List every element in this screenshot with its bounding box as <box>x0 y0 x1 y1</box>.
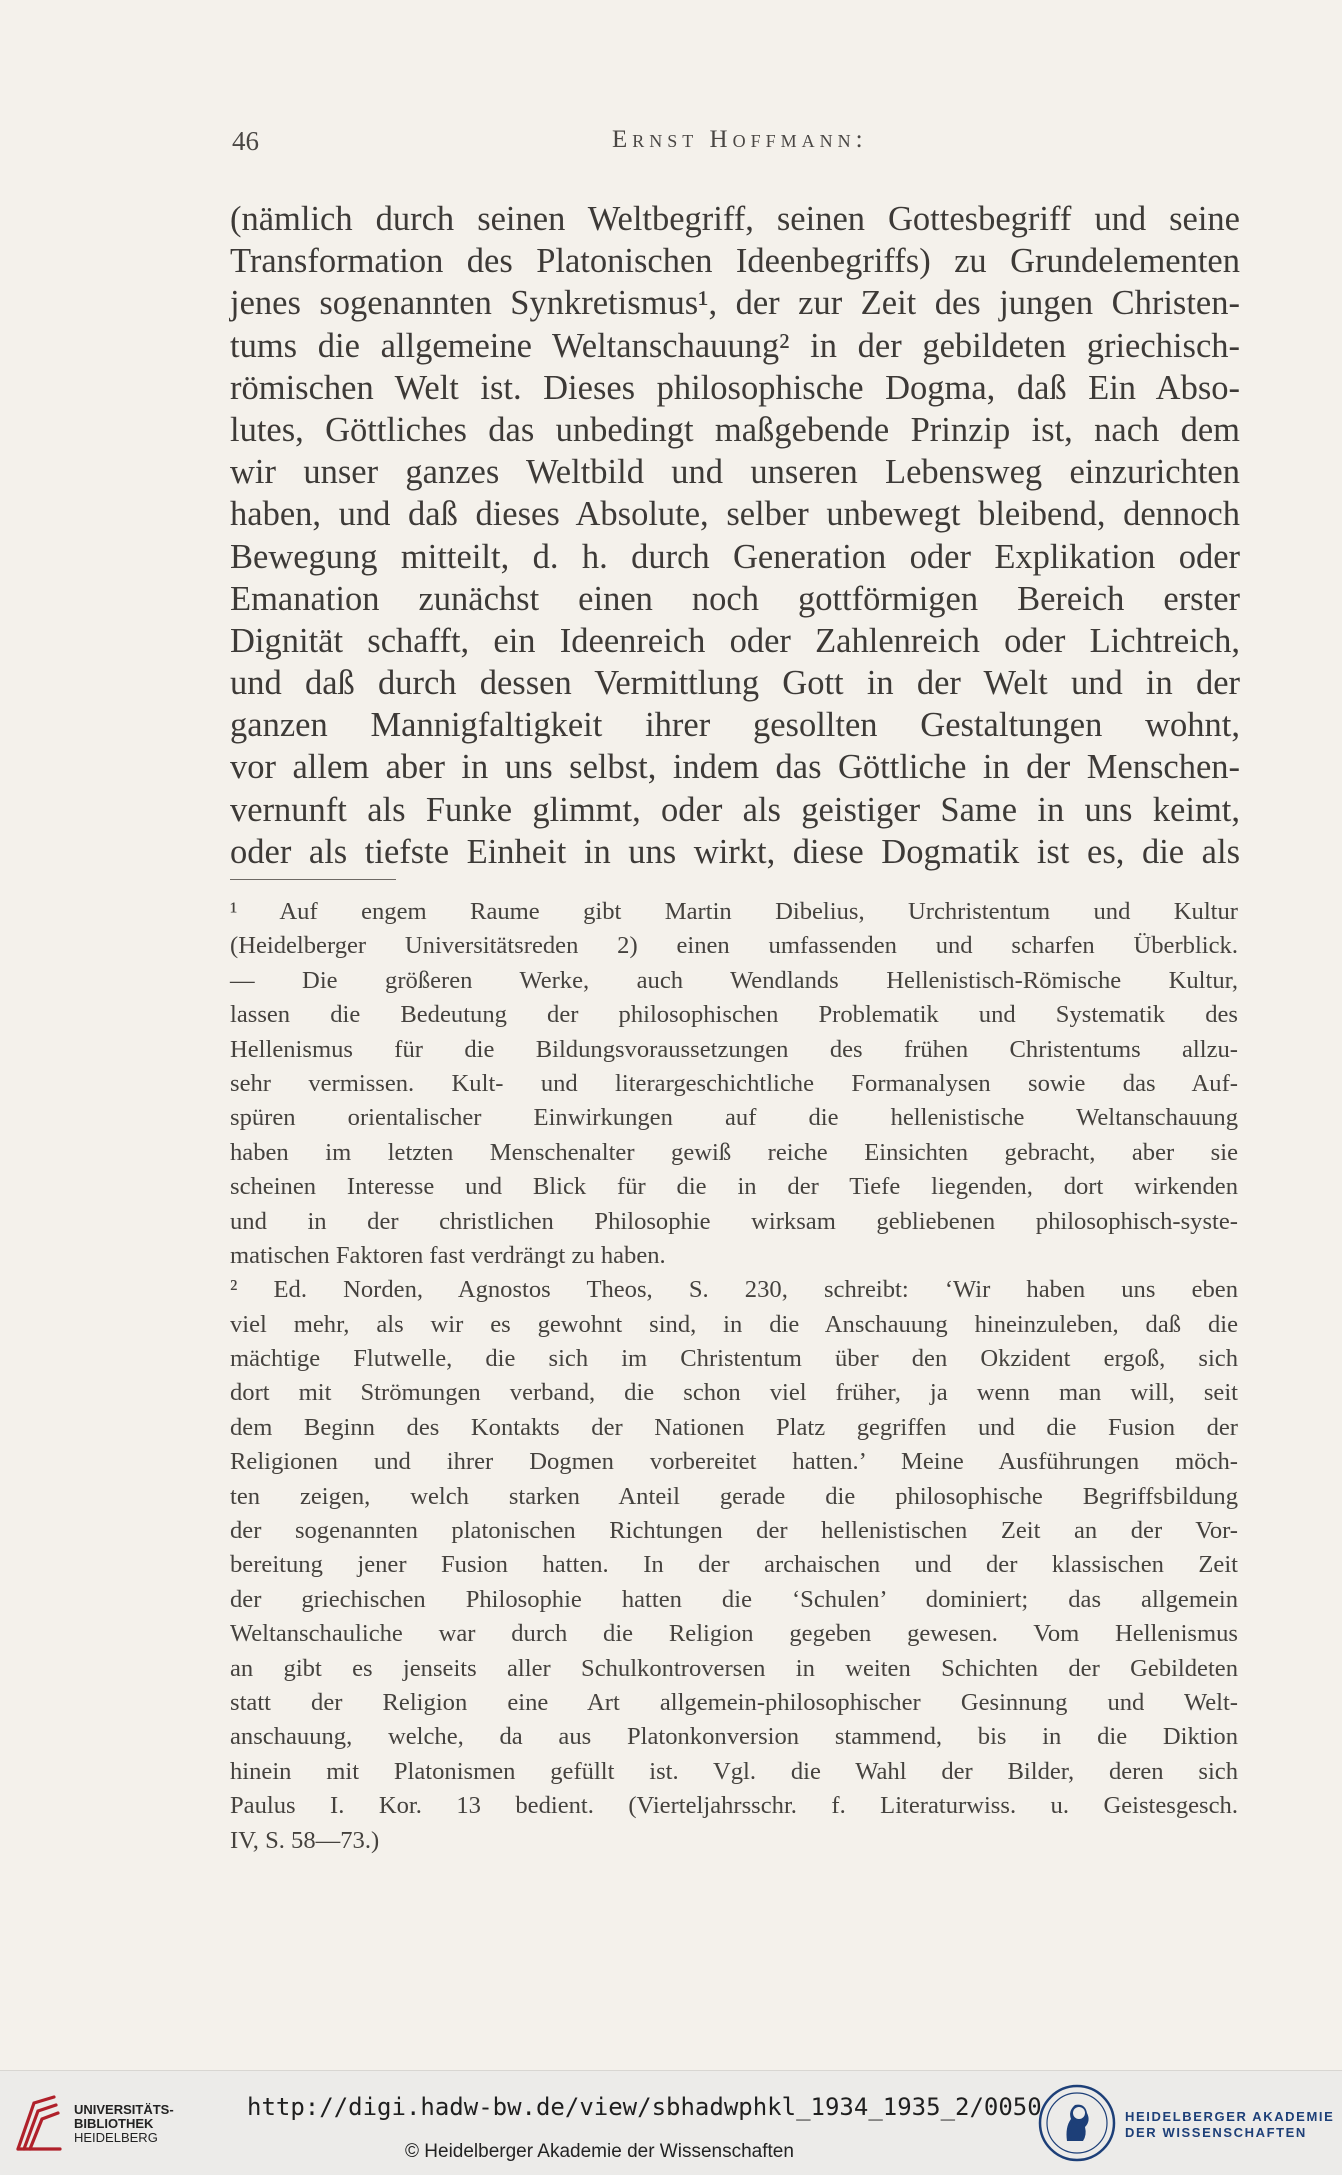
footnote-line: mächtige Flutwelle, die sich im Christentum über den Okzident ergoß, sich <box>230 1345 1238 1373</box>
running-title: Ernst Hoffmann: <box>612 126 868 153</box>
footnote-line: der sogenannten platonischen Richtungen der hellenistischen Zeit an der Vor- <box>230 1517 1238 1545</box>
footnote-line: matischen Faktoren fast verdrängt zu haben. <box>230 1241 666 1269</box>
text-line: vor allem aber in uns selbst, indem das Göttliche in der Menschen- <box>230 748 1240 787</box>
text-line: römischen Welt ist. Dieses philosophische Dogma, daß Ein Abso- <box>230 368 1240 407</box>
text-line: (nämlich durch seinen Weltbegriff, seinen Gottesbegriff und seine <box>230 200 1240 238</box>
text-line: Dignität schafft, ein Ideenreich oder Zahlenreich oder Lichtreich, <box>230 621 1240 660</box>
running-head <box>232 126 1238 166</box>
copyright-notice: © Heidelberger Akademie der Wissenschaften <box>405 2141 794 2162</box>
text-line: und daß durch dessen Vermittlung Gott in der Welt und in der <box>230 664 1240 703</box>
footnote-line: ² Ed. Norden, Agnostos Theos, S. 230, schreibt: ‘Wir haben uns eben <box>230 1276 1238 1304</box>
footnote-line: (Heidelberger Universitätsreden 2) einen umfassenden und scharfen Überblick. <box>230 932 1238 960</box>
text-line: vernunft als Funke glimmt, oder als geistiger Same in uns keimt, <box>230 790 1240 829</box>
text-line: Transformation des Platonischen Ideenbegriffs) zu Grundelementen <box>230 242 1240 281</box>
text-line: Emanation zunächst einen noch gottförmigen Bereich erster <box>230 579 1240 618</box>
academy-seal-icon <box>1037 2083 1117 2163</box>
footnote-line: IV, S. 58—73.) <box>230 1826 380 1854</box>
footnote-line: ¹ Auf engem Raume gibt Martin Dibelius, Urchristentum und Kultur <box>230 898 1238 925</box>
footnote-line: haben im letzten Menschenalter gewiß reiche Einsichten gebracht, aber sie <box>230 1138 1238 1166</box>
text-line: ganzen Mannigfaltigkeit ihrer gesollten Gestaltungen wohnt, <box>230 706 1240 745</box>
footnote-line: ten zeigen, welch starken Anteil gerade die philosophische Begriffsbildung <box>230 1482 1238 1510</box>
footnote-line: bereitung jener Fusion hatten. In der archaischen und der klassischen Zeit <box>230 1551 1238 1579</box>
footnote-line: spüren orientalischer Einwirkungen auf die hellenistische Weltanschauung <box>230 1104 1238 1132</box>
ub-name-line: BIBLIOTHEK <box>74 2116 154 2131</box>
text-line: Bewegung mitteilt, d. h. durch Generation oder Explikation oder <box>230 537 1240 576</box>
academy-name-line: DER WISSENSCHAFTEN <box>1125 2125 1307 2140</box>
footnote-line: — Die größeren Werke, auch Wendlands Hellenistisch-Römische Kultur, <box>230 966 1238 994</box>
ub-name-line: UNIVERSITÄTS- <box>74 2102 174 2117</box>
text-line: oder als tiefste Einheit in uns wirkt, diese Dogmatik ist es, die als <box>230 832 1240 871</box>
university-library-logo-icon <box>14 2089 64 2157</box>
ub-name-line: HEIDELBERG <box>74 2130 158 2145</box>
footnote-line: Weltanschauliche war durch die Religion gegeben gewesen. Vom Hellenismus <box>230 1620 1238 1648</box>
footnote-line: dem Beginn des Kontakts der Nationen Platz gegriffen und die Fusion der <box>230 1413 1238 1441</box>
text-line: haben, und daß dieses Absolute, selber unbewegt bleibend, dennoch <box>230 495 1240 534</box>
page-number: 46 <box>232 126 259 156</box>
footnote-line: lassen die Bedeutung der philosophischen Problematik und Systematik des <box>230 1001 1238 1029</box>
academy-name <box>1125 2109 1334 2141</box>
academy-name-line: HEIDELBERGER AKADEMIE <box>1125 2109 1335 2124</box>
permalink-url[interactable]: http://digi.hadw-bw.de/view/sbhadwphkl_1934_1935_2/0050 <box>247 2093 1042 2121</box>
viewer-footer <box>0 2070 1342 2175</box>
footnote-line: sehr vermissen. Kult- und literargeschichtliche Formanalysen sowie das Auf- <box>230 1069 1238 1097</box>
footnote-line: dort mit Strömungen verband, die schon viel früher, ja wenn man will, seit <box>230 1379 1238 1407</box>
footnote-divider <box>230 879 396 880</box>
footnote-line: der griechischen Philosophie hatten die ‘Schulen’ dominiert; das allgemein <box>230 1585 1238 1613</box>
text-line: tums die allgemeine Weltanschauung² in der gebildeten griechisch- <box>230 326 1240 365</box>
footnote-line: Religionen und ihrer Dogmen vorbereitet hatten.’ Meine Ausführungen möch- <box>230 1448 1238 1476</box>
university-library-name <box>74 2103 174 2145</box>
footnote-line: Paulus I. Kor. 13 bedient. (Vierteljahrsschr. f. Literaturwiss. u. Geistesgesch. <box>230 1792 1238 1820</box>
footnote-line: an gibt es jenseits aller Schulkontroversen in weiten Schichten der Gebildeten <box>230 1654 1238 1682</box>
footnotes <box>230 895 1238 1858</box>
text-line: jenes sogenannten Synkretismus¹, der zur Zeit des jungen Christen- <box>230 284 1240 323</box>
text-line: lutes, Göttliches das unbedingt maßgebende Prinzip ist, nach dem <box>230 410 1240 449</box>
footnote-line: anschauung, welche, da aus Platonkonversion stammend, bis in die Diktion <box>230 1723 1238 1751</box>
footnote-line: Hellenismus für die Bildungsvoraussetzungen des frühen Christentums allzu- <box>230 1035 1238 1063</box>
text-line: wir unser ganzes Weltbild und unseren Lebensweg einzurichten <box>230 453 1240 492</box>
main-text <box>230 198 1240 873</box>
footnote-line: viel mehr, als wir es gewohnt sind, in die Anschauung hineinzuleben, daß die <box>230 1310 1238 1338</box>
footnote-line: hinein mit Platonismen gefüllt ist. Vgl. die Wahl der Bilder, deren sich <box>230 1757 1238 1785</box>
footnote-line: scheinen Interesse und Blick für die in der Tiefe liegenden, dort wirkenden <box>230 1173 1238 1201</box>
footnote-line: statt der Religion eine Art allgemein-philosophischer Gesinnung und Welt- <box>230 1688 1238 1716</box>
footnote-line: und in der christlichen Philosophie wirksam gebliebenen philosophisch-syste- <box>230 1207 1238 1235</box>
